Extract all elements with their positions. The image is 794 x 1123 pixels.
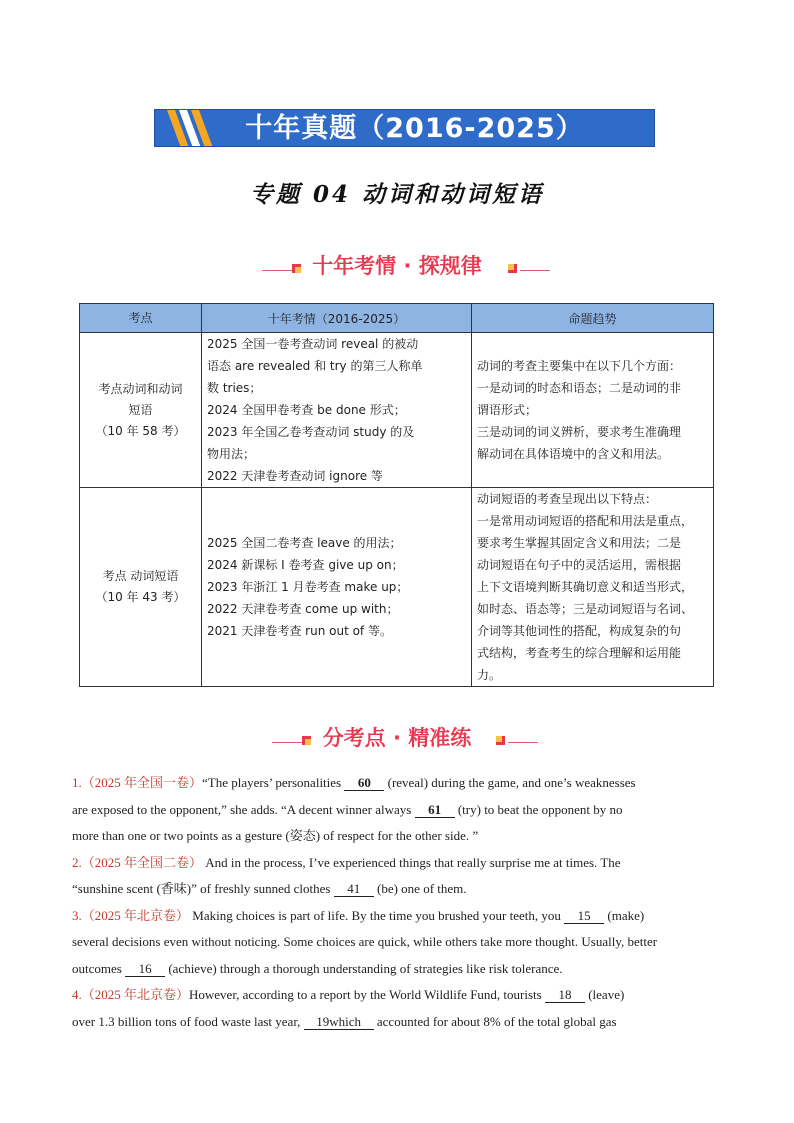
cell-line: 考点动词和动词 (98, 381, 183, 396)
question-text: Making choices is part of life. By the time you brushed your teeth, you (189, 907, 565, 923)
cell-line: 2023 年浙江 1 月卷考查 make up； (207, 580, 409, 594)
topic-title: 专题 04 动词和动词短语 (249, 181, 545, 208)
topic-cell (80, 333, 202, 488)
cell-line: 短语 (128, 402, 153, 417)
question-text: accounted for about 8% of the total global gas (373, 1013, 617, 1029)
cell-line: 2023 年全国乙卷考查动词 study 的及 (207, 425, 415, 439)
question-text: (achieve) through a thorough understanding of strategies like risk tolerance. (165, 960, 563, 976)
answer-blank[interactable]: 16 (125, 962, 165, 977)
cell-line: 解动词在具体语境中的含义和用法。 (477, 447, 670, 461)
cell-line: 2025 全国一卷考查动词 reveal 的被动 (207, 337, 419, 351)
title-banner (154, 109, 655, 147)
section-heading-practice (0, 722, 794, 756)
exam-overview-table (79, 303, 714, 687)
cell-line: 2021 天津卷考查 run out of 等。 (207, 624, 392, 638)
cell-line: 2025 全国二卷考查 leave 的用法； (207, 536, 402, 550)
question-text: “sunshine scent (香味)” of freshly sunned clothes (72, 881, 334, 896)
banner-title: 十年真题（2016-2025） (245, 113, 584, 144)
question-text: (try) to beat the opponent by no (454, 801, 623, 817)
history-cell (202, 488, 472, 687)
cell-line: 要求考生掌握其固定含义和用法；二是 (477, 536, 682, 550)
question-text: “The players’ personalities (202, 775, 345, 790)
cell-line: 2022 天津卷考查动词 ignore 等 (207, 469, 383, 483)
question-1 (72, 770, 722, 850)
cell-line: 动词短语的考查呈现出以下特点： (477, 492, 658, 506)
cell-line: 式结构，考查考生的综合理解和运用能 (477, 646, 682, 660)
cell-line: （10 年 43 考） (95, 590, 186, 604)
cell-line: 如时态、语态等；三是动词短语与名词、 (477, 602, 694, 616)
question-number: 1.（2025 年全国一卷） (72, 775, 203, 790)
cell-line: 谓语形式； (477, 403, 538, 417)
table-header: 命题趋势 (472, 304, 714, 333)
question-text: However, according to a report by the World Wildlife Fund, tourists (189, 987, 545, 1002)
trend-cell (472, 488, 714, 687)
table-header: 十年考情（2016-2025） (202, 304, 472, 333)
question-text: outcomes (72, 960, 126, 976)
cell-line: 上下文语境判断其确切意义和适当形式， (477, 580, 694, 594)
question-4 (72, 982, 722, 1035)
cell-line: 介词等其他词性的搭配，构成复杂的句 (477, 624, 682, 638)
question-text: more than one or two points as a gesture (姿态) of respect for the other side. ” (72, 828, 479, 843)
diamond-icon (496, 736, 505, 745)
answer-blank[interactable]: 61 (415, 803, 455, 818)
diamond-icon (508, 264, 517, 273)
table-row (80, 333, 714, 488)
table-row (80, 488, 714, 687)
table-header: 考点 (80, 304, 202, 333)
cell-line: 2022 天津卷考查 come up with； (207, 602, 399, 616)
cell-line: 物用法； (207, 447, 256, 461)
question-text: (leave) (584, 987, 625, 1002)
cell-line: 语态 are revealed 和 try 的第三人称单 (207, 359, 423, 373)
question-list (72, 770, 722, 1035)
question-text: are exposed to the opponent,” she adds. “A decent winner always (72, 801, 415, 817)
question-text: several decisions even without noticing. Some choices are quick, while others take more thought. Usually, better (72, 934, 658, 949)
section-heading-overview (0, 250, 794, 284)
topic-cell (80, 488, 202, 687)
cell-line: （10 年 58 考） (95, 423, 186, 438)
cell-line: 动词短语在句子中的灵活运用，需根据 (477, 558, 682, 572)
cell-line: 一是动词的时态和语态；二是动词的非 (477, 381, 682, 395)
answer-blank[interactable]: 60 (344, 776, 384, 791)
cell-line: 数 tries； (207, 381, 262, 395)
cell-line: 2024 全国甲卷考查 be done 形式； (207, 403, 406, 417)
cell-line: 考点 动词短语 (102, 569, 179, 583)
heading-line-right (508, 742, 538, 743)
trend-cell (472, 333, 714, 488)
question-text: (be) one of them. (373, 881, 467, 896)
heading-line-right (520, 270, 550, 271)
cell-line: 2024 新课标 I 卷考查 give up on； (207, 558, 404, 572)
cell-line: 力。 (477, 668, 502, 682)
section-title-practice: 分考点 · 精准练 (322, 726, 472, 750)
history-cell (202, 333, 472, 488)
question-text: (make) (604, 907, 645, 923)
question-text: over 1.3 billion tons of food waste last year, (72, 1013, 304, 1029)
answer-blank[interactable]: 18 (545, 988, 585, 1003)
question-number: 2.（2025 年全国二卷） (72, 854, 203, 870)
cell-line: 三是动词的词义辨析，要求考生准确理 (477, 425, 682, 439)
answer-blank[interactable]: 15 (564, 909, 604, 924)
question-3 (72, 903, 722, 983)
table-header-row (80, 304, 714, 333)
section-title-overview: 十年考情 · 探规律 (312, 254, 482, 278)
question-number: 3.（2025 年北京卷） (72, 907, 190, 923)
question-text: And in the process, I’ve experienced things that really surprise me at times. The (202, 854, 621, 870)
question-2 (72, 850, 722, 903)
cell-line: 动词的考查主要集中在以下几个方面： (477, 359, 682, 373)
cell-line: 一是常用动词短语的搭配和用法是重点， (477, 514, 694, 528)
question-number: 4.（2025 年北京卷） (72, 987, 190, 1002)
answer-blank[interactable]: 41 (334, 882, 374, 897)
answer-blank[interactable]: 19which (304, 1015, 374, 1030)
question-text: (reveal) during the game, and one’s weaknesses (384, 775, 636, 790)
